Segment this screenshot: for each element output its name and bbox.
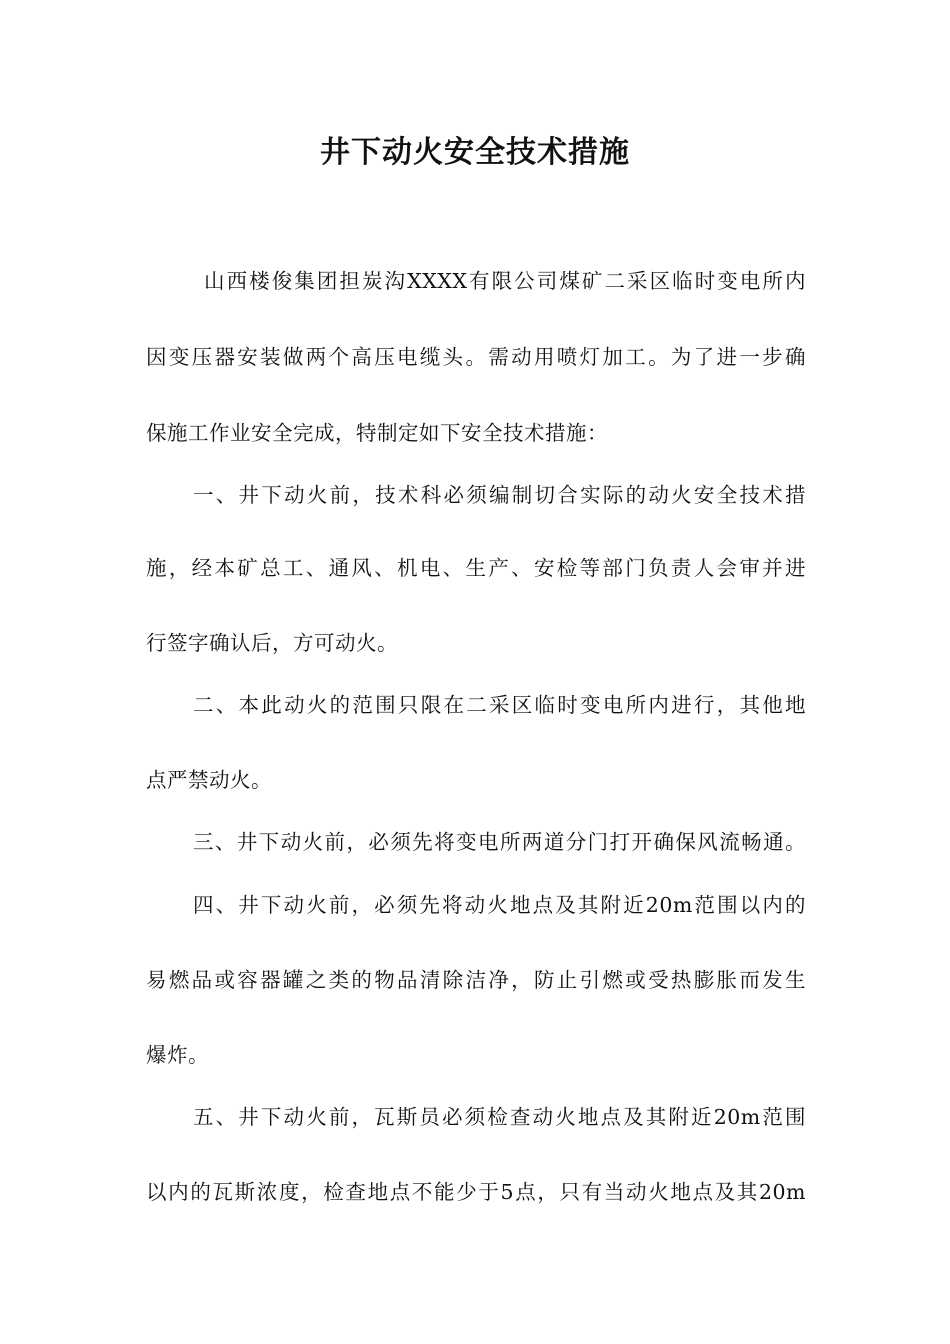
paragraph-line: 点严禁动火。 <box>146 768 272 792</box>
paragraph-line: 五、井下动火前，瓦斯员必须检查动火地点及其附近20m范围 <box>193 1105 806 1129</box>
paragraph-line: 一、井下动火前，技术科必须编制切合实际的动火安全技术措 <box>193 483 806 507</box>
paragraph-line: 山西楼俊集团担炭沟XXXX有限公司煤矿二采区临时变电所内 <box>204 269 806 293</box>
paragraph-line: 二、本此动火的范围只限在二采区临时变电所内进行，其他地 <box>193 693 806 717</box>
paragraph-line: 施，经本矿总工、通风、机电、生产、安检等部门负责人会审并进 <box>146 556 806 580</box>
paragraph-line: 三、井下动火前，必须先将变电所两道分门打开确保风流畅通。 <box>193 830 806 854</box>
paragraph-line: 易燃品或容器罐之类的物品清除洁净，防止引燃或受热膨胀而发生 <box>146 968 806 992</box>
document-title: 井下动火安全技术措施 <box>320 135 630 170</box>
paragraph-line: 四、井下动火前，必须先将动火地点及其附近20m范围以内的 <box>193 893 806 917</box>
paragraph-line: 行签字确认后，方可动火。 <box>146 631 398 655</box>
paragraph-line: 爆炸。 <box>146 1043 209 1067</box>
paragraph-line: 以内的瓦斯浓度，检查地点不能少于5点，只有当动火地点及其20m <box>146 1180 806 1204</box>
paragraph-line: 因变压器安装做两个高压电缆头。需动用喷灯加工。为了进一步确 <box>146 345 806 369</box>
paragraph-line: 保施工作业安全完成，特制定如下安全技术措施： <box>146 421 608 445</box>
